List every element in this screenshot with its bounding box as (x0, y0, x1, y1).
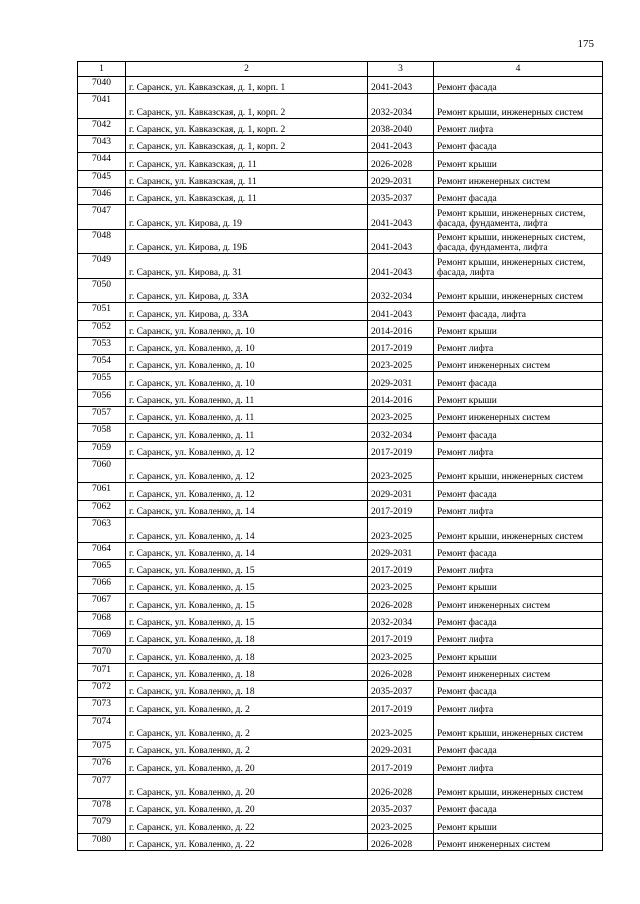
address-cell: г. Саранск, ул. Кирова, д. 19 (126, 205, 368, 230)
header-cell-4: 4 (434, 62, 603, 77)
table-row (78, 458, 603, 483)
period-cell: 2032-2034 (368, 611, 434, 628)
row-number-cell: 7046 (78, 187, 126, 204)
table-row (78, 355, 603, 372)
period-cell: 2041-2043 (368, 229, 434, 254)
period-cell: 2029-2031 (368, 740, 434, 757)
address-cell: г. Саранск, ул. Коваленко, д. 10 (126, 355, 368, 372)
row-number-cell: 7058 (78, 424, 126, 441)
period-cell: 2017-2019 (368, 698, 434, 715)
row-number-cell: 7051 (78, 303, 126, 320)
address-cell: г. Саранск, ул. Коваленко, д. 14 (126, 500, 368, 517)
row-number-cell: 7054 (78, 355, 126, 372)
work-type-cell: Ремонт лифта (434, 559, 603, 576)
row-number-cell: 7073 (78, 698, 126, 715)
table-row (78, 303, 603, 320)
work-type-cell: Ремонт инженерных систем (434, 407, 603, 424)
period-cell: 2041-2043 (368, 205, 434, 230)
table-row (78, 320, 603, 337)
table-row (78, 698, 603, 715)
address-cell: г. Саранск, ул. Коваленко, д. 22 (126, 816, 368, 833)
address-cell: г. Саранск, ул. Коваленко, д. 14 (126, 518, 368, 543)
row-number-cell: 7065 (78, 559, 126, 576)
period-cell: 2017-2019 (368, 559, 434, 576)
address-cell: г. Саранск, ул. Коваленко, д. 18 (126, 646, 368, 663)
period-cell: 2029-2031 (368, 372, 434, 389)
row-number-cell: 7063 (78, 518, 126, 543)
row-number-cell: 7075 (78, 740, 126, 757)
table-row (78, 278, 603, 303)
row-number-cell: 7048 (78, 229, 126, 254)
work-type-cell: Ремонт фасада (434, 483, 603, 500)
row-number-cell: 7066 (78, 577, 126, 594)
work-type-cell: Ремонт крыши, инженерных систем (434, 774, 603, 799)
period-cell: 2026-2028 (368, 594, 434, 611)
period-cell: 2035-2037 (368, 187, 434, 204)
work-type-cell: Ремонт крыши, инженерных систем (434, 518, 603, 543)
period-cell: 2035-2037 (368, 680, 434, 697)
address-cell: г. Саранск, ул. Кирова, д. 33А (126, 303, 368, 320)
period-cell: 2023-2025 (368, 407, 434, 424)
address-cell: г. Саранск, ул. Коваленко, д. 14 (126, 542, 368, 559)
work-type-cell: Ремонт фасада (434, 187, 603, 204)
work-type-cell: Ремонт фасада (434, 372, 603, 389)
address-cell: г. Саранск, ул. Кирова, д. 33А (126, 278, 368, 303)
table-row (78, 577, 603, 594)
period-cell: 2029-2031 (368, 542, 434, 559)
table-row (78, 833, 603, 850)
address-cell: г. Саранск, ул. Коваленко, д. 20 (126, 757, 368, 774)
row-number-cell: 7052 (78, 320, 126, 337)
period-cell: 2017-2019 (368, 500, 434, 517)
period-cell: 2026-2028 (368, 833, 434, 850)
table-row (78, 611, 603, 628)
period-cell: 2017-2019 (368, 757, 434, 774)
work-type-cell: Ремонт крыши, инженерных систем, фасада, лифта (434, 254, 603, 279)
page-number: 175 (577, 38, 594, 50)
row-number-cell: 7042 (78, 118, 126, 135)
table-row (78, 229, 603, 254)
period-cell: 2026-2028 (368, 663, 434, 680)
work-type-cell: Ремонт фасада (434, 799, 603, 816)
row-number-cell: 7072 (78, 680, 126, 697)
table-row (78, 816, 603, 833)
work-type-cell: Ремонт лифта (434, 441, 603, 458)
address-cell: г. Саранск, ул. Коваленко, д. 15 (126, 577, 368, 594)
table-row (78, 629, 603, 646)
row-number-cell: 7055 (78, 372, 126, 389)
address-cell: г. Саранск, ул. Кирова, д. 31 (126, 254, 368, 279)
row-number-cell: 7076 (78, 757, 126, 774)
table-row (78, 77, 603, 94)
header-cell-3: 3 (368, 62, 434, 77)
work-type-cell: Ремонт инженерных систем (434, 355, 603, 372)
period-cell: 2017-2019 (368, 337, 434, 354)
table-body (78, 77, 603, 851)
work-type-cell: Ремонт крыши, инженерных систем (434, 278, 603, 303)
table-header (78, 62, 603, 77)
work-type-cell: Ремонт фасада, лифта (434, 303, 603, 320)
work-type-cell: Ремонт лифта (434, 118, 603, 135)
work-type-cell: Ремонт инженерных систем (434, 594, 603, 611)
work-type-cell: Ремонт крыши, инженерных систем (434, 458, 603, 483)
row-number-cell: 7041 (78, 94, 126, 119)
work-type-cell: Ремонт инженерных систем (434, 663, 603, 680)
address-cell: г. Саранск, ул. Кавказская, д. 1, корп. 1 (126, 77, 368, 94)
row-number-cell: 7047 (78, 205, 126, 230)
address-cell: г. Саранск, ул. Кавказская, д. 11 (126, 187, 368, 204)
period-cell: 2026-2028 (368, 774, 434, 799)
address-cell: г. Саранск, ул. Коваленко, д. 12 (126, 458, 368, 483)
period-cell: 2023-2025 (368, 577, 434, 594)
table-row (78, 441, 603, 458)
table-row (78, 136, 603, 153)
work-type-cell: Ремонт крыши, инженерных систем, фасада, фундамента, лифта (434, 229, 603, 254)
table-row (78, 715, 603, 740)
work-type-cell: Ремонт фасада (434, 77, 603, 94)
address-cell: г. Саранск, ул. Коваленко, д. 15 (126, 594, 368, 611)
period-cell: 2023-2025 (368, 518, 434, 543)
row-number-cell: 7061 (78, 483, 126, 500)
work-type-cell: Ремонт крыши (434, 816, 603, 833)
period-cell: 2029-2031 (368, 170, 434, 187)
address-cell: г. Саранск, ул. Кавказская, д. 11 (126, 153, 368, 170)
row-number-cell: 7079 (78, 816, 126, 833)
period-cell: 2038-2040 (368, 118, 434, 135)
address-cell: г. Саранск, ул. Кирова, д. 19Б (126, 229, 368, 254)
work-type-cell: Ремонт крыши (434, 577, 603, 594)
table-row (78, 337, 603, 354)
period-cell: 2014-2016 (368, 389, 434, 406)
row-number-cell: 7068 (78, 611, 126, 628)
row-number-cell: 7045 (78, 170, 126, 187)
work-type-cell: Ремонт лифта (434, 698, 603, 715)
period-cell: 2041-2043 (368, 77, 434, 94)
row-number-cell: 7070 (78, 646, 126, 663)
table-row (78, 542, 603, 559)
table-row (78, 118, 603, 135)
work-type-cell: Ремонт инженерных систем (434, 833, 603, 850)
row-number-cell: 7080 (78, 833, 126, 850)
period-cell: 2023-2025 (368, 715, 434, 740)
table-row (78, 389, 603, 406)
period-cell: 2035-2037 (368, 799, 434, 816)
header-cell-2: 2 (126, 62, 368, 77)
row-number-cell: 7074 (78, 715, 126, 740)
period-cell: 2032-2034 (368, 424, 434, 441)
address-cell: г. Саранск, ул. Коваленко, д. 18 (126, 663, 368, 680)
header-cell-1: 1 (78, 62, 126, 77)
table-row (78, 153, 603, 170)
address-cell: г. Саранск, ул. Кавказская, д. 1, корп. 2 (126, 118, 368, 135)
work-type-cell: Ремонт фасада (434, 542, 603, 559)
table-row (78, 94, 603, 119)
address-cell: г. Саранск, ул. Коваленко, д. 22 (126, 833, 368, 850)
address-cell: г. Саранск, ул. Коваленко, д. 10 (126, 337, 368, 354)
period-cell: 2041-2043 (368, 254, 434, 279)
period-cell: 2023-2025 (368, 816, 434, 833)
work-type-cell: Ремонт лифта (434, 337, 603, 354)
table-row (78, 799, 603, 816)
table-row (78, 483, 603, 500)
address-cell: г. Саранск, ул. Коваленко, д. 15 (126, 559, 368, 576)
address-cell: г. Саранск, ул. Кавказская, д. 1, корп. 2 (126, 136, 368, 153)
table-row (78, 594, 603, 611)
row-number-cell: 7062 (78, 500, 126, 517)
row-number-cell: 7060 (78, 458, 126, 483)
work-type-cell: Ремонт фасада (434, 424, 603, 441)
row-number-cell: 7044 (78, 153, 126, 170)
period-cell: 2029-2031 (368, 483, 434, 500)
address-cell: г. Саранск, ул. Коваленко, д. 20 (126, 774, 368, 799)
period-cell: 2032-2034 (368, 278, 434, 303)
work-type-cell: Ремонт инженерных систем (434, 170, 603, 187)
period-cell: 2032-2034 (368, 94, 434, 119)
row-number-cell: 7078 (78, 799, 126, 816)
address-cell: г. Саранск, ул. Коваленко, д. 2 (126, 740, 368, 757)
table-row (78, 757, 603, 774)
work-type-cell: Ремонт фасада (434, 740, 603, 757)
period-cell: 2041-2043 (368, 303, 434, 320)
table-row (78, 663, 603, 680)
table-row (78, 424, 603, 441)
row-number-cell: 7069 (78, 629, 126, 646)
period-cell: 2017-2019 (368, 441, 434, 458)
period-cell: 2014-2016 (368, 320, 434, 337)
period-cell: 2041-2043 (368, 136, 434, 153)
address-cell: г. Саранск, ул. Кавказская, д. 11 (126, 170, 368, 187)
period-cell: 2023-2025 (368, 646, 434, 663)
row-number-cell: 7067 (78, 594, 126, 611)
address-cell: г. Саранск, ул. Коваленко, д. 10 (126, 320, 368, 337)
table-row (78, 646, 603, 663)
address-cell: г. Саранск, ул. Коваленко, д. 2 (126, 715, 368, 740)
period-cell: 2023-2025 (368, 355, 434, 372)
table-row (78, 407, 603, 424)
work-type-cell: Ремонт крыши (434, 646, 603, 663)
header-row (78, 62, 603, 77)
period-cell: 2026-2028 (368, 153, 434, 170)
work-type-cell: Ремонт крыши (434, 320, 603, 337)
table-row (78, 774, 603, 799)
work-type-cell: Ремонт фасада (434, 136, 603, 153)
work-type-cell: Ремонт лифта (434, 757, 603, 774)
period-cell: 2017-2019 (368, 629, 434, 646)
address-cell: г. Саранск, ул. Коваленко, д. 18 (126, 629, 368, 646)
address-cell: г. Саранск, ул. Коваленко, д. 15 (126, 611, 368, 628)
table-row (78, 254, 603, 279)
address-cell: г. Саранск, ул. Коваленко, д. 11 (126, 407, 368, 424)
work-type-cell: Ремонт крыши (434, 153, 603, 170)
row-number-cell: 7077 (78, 774, 126, 799)
row-number-cell: 7056 (78, 389, 126, 406)
address-cell: г. Саранск, ул. Коваленко, д. 11 (126, 424, 368, 441)
address-cell: г. Саранск, ул. Коваленко, д. 20 (126, 799, 368, 816)
table-row (78, 372, 603, 389)
row-number-cell: 7059 (78, 441, 126, 458)
address-cell: г. Саранск, ул. Коваленко, д. 12 (126, 483, 368, 500)
table-row (78, 518, 603, 543)
work-type-cell: Ремонт крыши (434, 389, 603, 406)
row-number-cell: 7050 (78, 278, 126, 303)
address-cell: г. Саранск, ул. Коваленко, д. 18 (126, 680, 368, 697)
table-row (78, 187, 603, 204)
work-type-cell: Ремонт лифта (434, 500, 603, 517)
table-row (78, 740, 603, 757)
work-type-cell: Ремонт крыши, инженерных систем, фасада, фундамента, лифта (434, 205, 603, 230)
table-row (78, 500, 603, 517)
work-type-cell: Ремонт крыши, инженерных систем (434, 715, 603, 740)
row-number-cell: 7049 (78, 254, 126, 279)
table-row (78, 205, 603, 230)
row-number-cell: 7043 (78, 136, 126, 153)
row-number-cell: 7064 (78, 542, 126, 559)
address-cell: г. Саранск, ул. Коваленко, д. 10 (126, 372, 368, 389)
work-type-cell: Ремонт лифта (434, 629, 603, 646)
work-type-cell: Ремонт фасада (434, 611, 603, 628)
table-row (78, 170, 603, 187)
address-cell: г. Саранск, ул. Кавказская, д. 1, корп. 2 (126, 94, 368, 119)
table-row (78, 680, 603, 697)
address-cell: г. Саранск, ул. Коваленко, д. 2 (126, 698, 368, 715)
address-cell: г. Саранск, ул. Коваленко, д. 12 (126, 441, 368, 458)
repair-schedule-table (77, 61, 603, 851)
work-type-cell: Ремонт фасада (434, 680, 603, 697)
row-number-cell: 7071 (78, 663, 126, 680)
row-number-cell: 7057 (78, 407, 126, 424)
row-number-cell: 7053 (78, 337, 126, 354)
work-type-cell: Ремонт крыши, инженерных систем (434, 94, 603, 119)
row-number-cell: 7040 (78, 77, 126, 94)
table-row (78, 559, 603, 576)
address-cell: г. Саранск, ул. Коваленко, д. 11 (126, 389, 368, 406)
period-cell: 2023-2025 (368, 458, 434, 483)
